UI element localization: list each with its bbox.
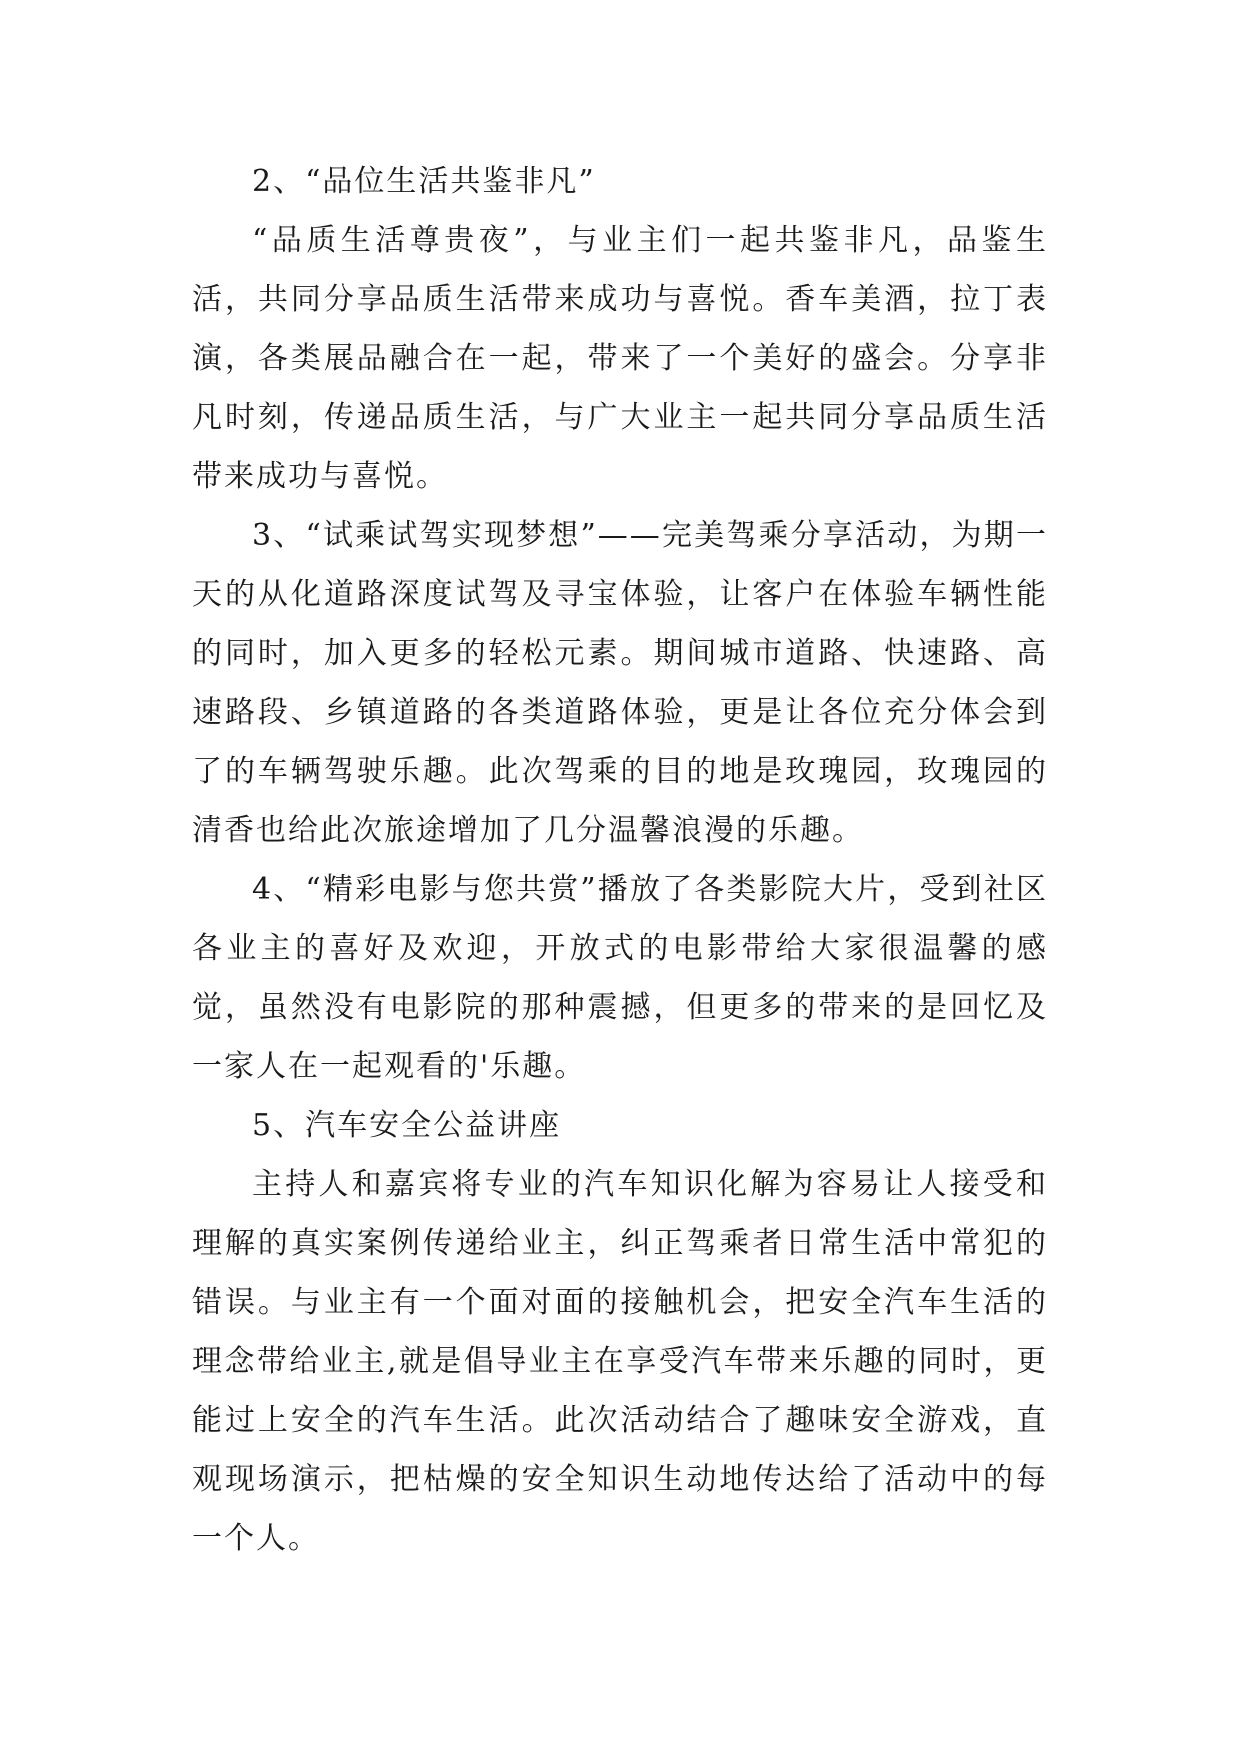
paragraph-quality-life: “品质生活尊贵夜”，与业主们一起共鉴非凡，品鉴生活，共同分享品质生活带来成功与喜悦。香车美酒，拉丁表演，各类展品融合在一起，带来了一个美好的盛会。分享非凡时刻，传递品质生活，与广大业主一起共同分享品质生活带来成功与喜悦。 [192, 223, 1048, 494]
paragraph-safety-lecture: 主持人和嘉宾将专业的汽车知识化解为容易让人接受和理解的真实案例传递给业主，纠正驾乘者日常生活中常犯的错误。与业主有一个面对面的接触机会，把安全汽车生活的理念带给业主,就是倡导业主在享受汽车带来乐趣的同时，更能过上安全的汽车生活。此次活动结合了趣味安全游戏，直观现场演示，把枯燥的安全知识生动地传达给了活动中的每一个人。 [192, 1167, 1048, 1556]
document-body [192, 152, 1048, 1568]
paragraph-movie: 4、“精彩电影与您共赏”播放了各类影院大片，受到社区各业主的喜好及欢迎，开放式的电影带给大家很温馨的感觉，虽然没有电影院的那种震撼，但更多的带来的是回忆及一家人在一起观看的'乐趣。 [192, 872, 1048, 1084]
section-heading-5: 5、汽车安全公益讲座 [252, 1108, 562, 1143]
paragraph-test-drive: 3、“试乘试驾实现梦想”——完美驾乘分享活动，为期一天的从化道路深度试驾及寻宝体验，让客户在体验车辆性能的同时，加入更多的轻松元素。期间城市道路、快速路、高速路段、乡镇道路的各类道路体验，更是让各位充分体会到了的车辆驾驶乐趣。此次驾乘的目的地是玫瑰园，玫瑰园的清香也给此次旅途增加了几分温馨浪漫的乐趣。 [192, 518, 1048, 848]
section-heading-2: 2、“品位生活共鉴非凡” [252, 164, 596, 199]
